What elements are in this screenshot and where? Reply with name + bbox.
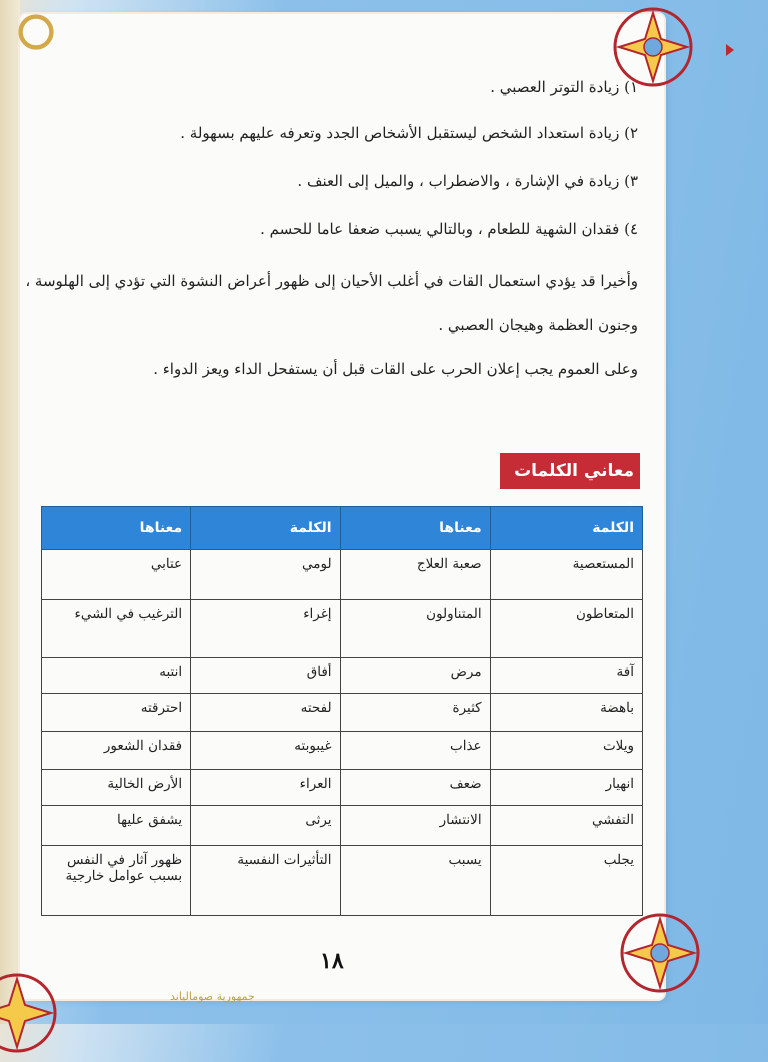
header-word: الكلمة [490, 507, 642, 550]
point-1: ١) زيادة التوتر العصبي . [490, 78, 638, 96]
meaning-cell: مرض [340, 658, 490, 694]
vocabulary-table [41, 506, 643, 916]
conclusion-line-3: وعلى العموم يجب إعلان الحرب على القات قبل أن يستفحل الداء ويعز الدواء . [153, 360, 638, 378]
header-word: الكلمة [191, 507, 340, 550]
meaning-cell: يسبب [340, 846, 490, 916]
meaning-cell: ظهور آثار في النفس بسبب عوامل خارجية [42, 846, 191, 916]
word-cell: إغراء [191, 600, 340, 658]
meaning-cell: انتبه [42, 658, 191, 694]
corner-ornament-icon [615, 908, 705, 998]
table-row [42, 694, 643, 732]
table-row [42, 550, 643, 600]
meaning-cell: عتابي [42, 550, 191, 600]
meaning-cell: صعبة العلاج [340, 550, 490, 600]
meaning-cell: الأرض الخالية [42, 770, 191, 806]
table-row [42, 732, 643, 770]
meaning-cell: احترقته [42, 694, 191, 732]
meaning-cell: ضعف [340, 770, 490, 806]
corner-ornament-icon [14, 10, 58, 54]
meaning-cell: يشفق عليها [42, 806, 191, 846]
word-cell: التأثيرات النفسية [191, 846, 340, 916]
word-cell: غيبوبته [191, 732, 340, 770]
word-cell: المتعاطون [490, 600, 642, 658]
word-cell: أفاق [191, 658, 340, 694]
meaning-cell: الترغيب في الشيء [42, 600, 191, 658]
meaning-cell: عذاب [340, 732, 490, 770]
table-row [42, 770, 643, 806]
point-2: ٢) زيادة استعداد الشخص ليستقبل الأشخاص الجدد وتعرفه عليهم بسهولة . [180, 124, 638, 142]
table-row [42, 658, 643, 694]
vocabulary-section-title: معاني الكلمات [500, 453, 640, 489]
word-cell: يجلب [490, 846, 642, 916]
page-marker-icon [726, 44, 734, 56]
footer-caption: جمهورية صومالياند [170, 990, 255, 1003]
word-cell: لفحته [191, 694, 340, 732]
word-cell: يرثى [191, 806, 340, 846]
conclusion-line-2: وجنون العظمة وهيجان العصبي . [438, 316, 638, 334]
word-cell: ويلات [490, 732, 642, 770]
word-cell: انهيار [490, 770, 642, 806]
meaning-cell: كثيرة [340, 694, 490, 732]
word-cell: باهضة [490, 694, 642, 732]
table-row [42, 600, 643, 658]
header-meaning: معناها [42, 507, 191, 550]
corner-ornament-icon [0, 968, 62, 1058]
page-number: ١٨ [320, 948, 344, 974]
meaning-cell: الانتشار [340, 806, 490, 846]
meaning-cell: فقدان الشعور [42, 732, 191, 770]
book-spine [0, 0, 20, 1024]
word-cell: المستعصية [490, 550, 642, 600]
point-4: ٤) فقدان الشهية للطعام ، وبالتالي يسبب ضعفا عاما للحسم . [260, 220, 638, 238]
word-cell: التفشي [490, 806, 642, 846]
meaning-cell: المتناولون [340, 600, 490, 658]
header-meaning: معناها [340, 507, 490, 550]
table-header-row [42, 507, 643, 550]
word-cell: آفة [490, 658, 642, 694]
point-3: ٣) زيادة في الإشارة ، والاضطراب ، والميل إلى العنف . [297, 172, 638, 190]
word-cell: العراء [191, 770, 340, 806]
word-cell: لومي [191, 550, 340, 600]
table-row [42, 846, 643, 916]
table-row [42, 806, 643, 846]
conclusion-line-1: وأخيرا قد يؤدي استعمال القات في أغلب الأحيان إلى ظهور أعراض النشوة التي تؤدي إلى الهلوسة ، [25, 272, 638, 290]
